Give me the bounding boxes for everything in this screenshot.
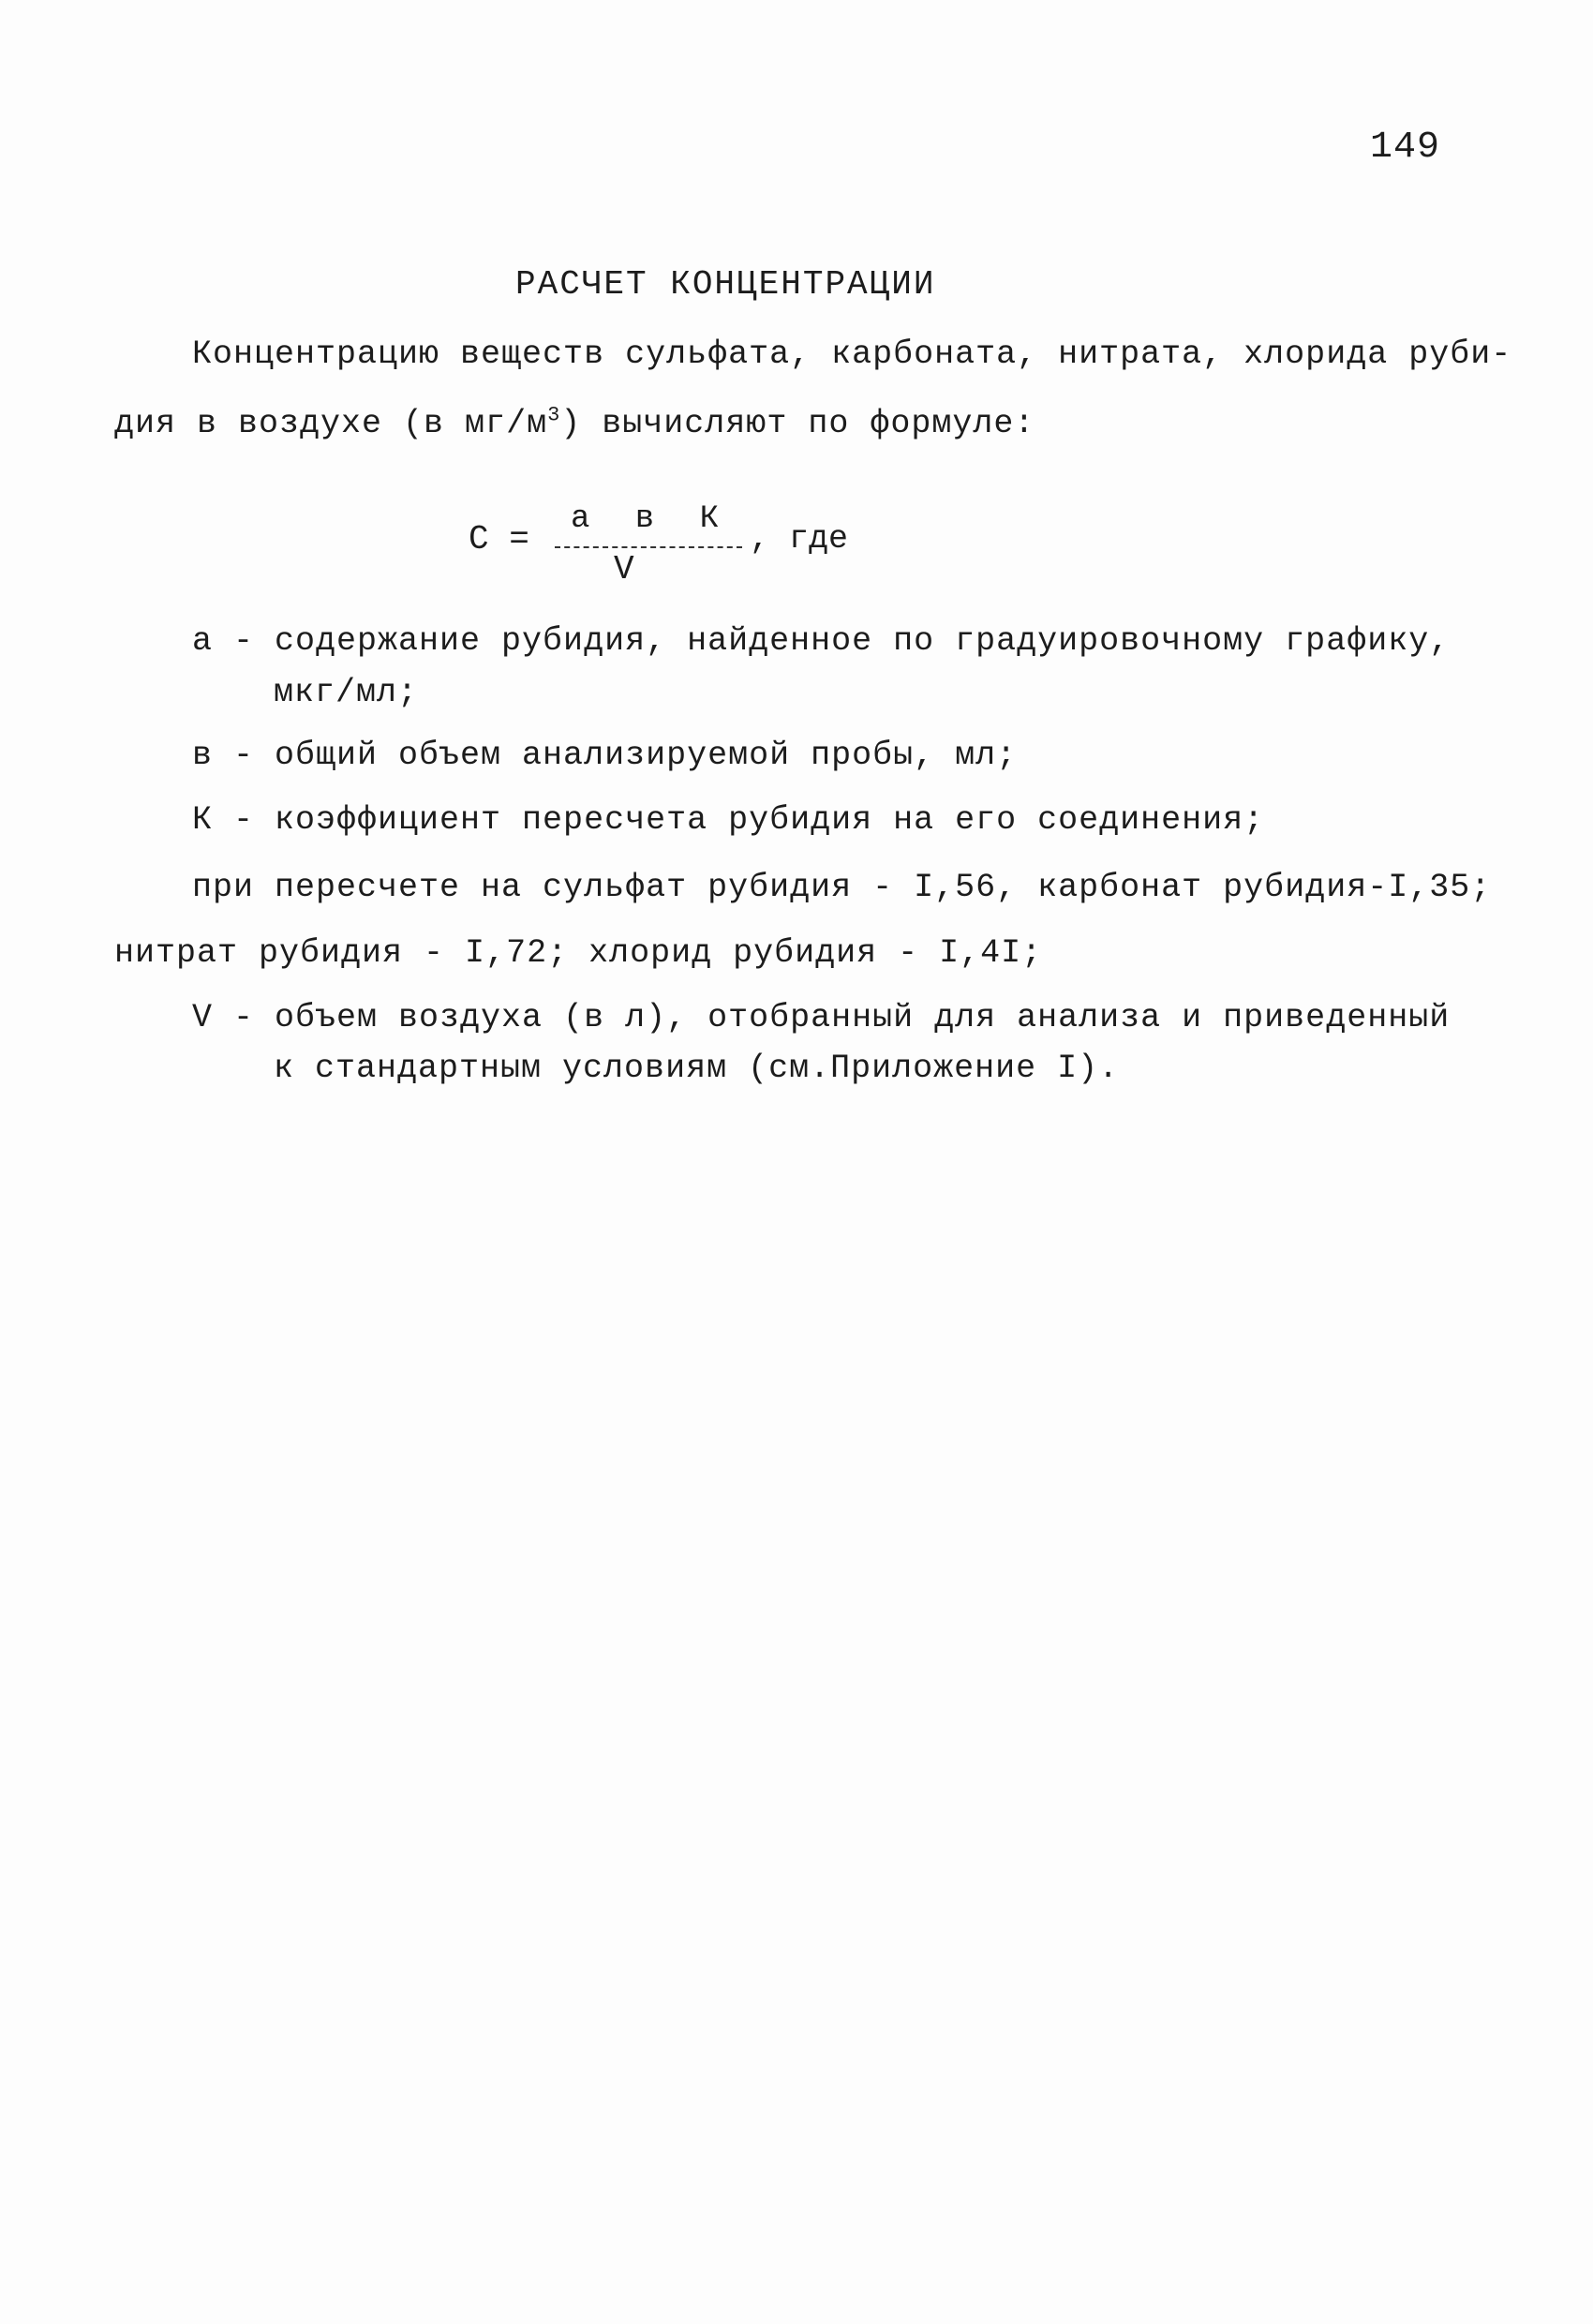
definition-k-line-3: нитрат рубидия - I,72; хлорид рубидия - I,4I;: [114, 934, 1043, 972]
intro-line-2: [114, 403, 1035, 444]
cubic-superscript: 3: [547, 403, 561, 427]
fraction-bar: [555, 546, 742, 548]
definition-a-line-2: мкг/мл;: [274, 674, 419, 711]
intro-line-2-end: ) вычисляют по формуле:: [560, 405, 1035, 442]
formula-denominator: V: [614, 550, 634, 588]
formula-tail: , где: [750, 520, 849, 558]
formula-numerator: а в К: [570, 501, 733, 537]
intro-line-1: Концентрацию веществ сульфата, карбоната, нитрата, хлорида руби-: [192, 335, 1512, 373]
section-title: РАСЧЕТ КОНЦЕНТРАЦИИ: [515, 265, 936, 304]
definition-k-line-2: при пересчете на сульфат рубидия - I,56, карбонат рубидия-I,35;: [192, 869, 1492, 906]
intro-line-2-start: дия в воздухе (в мг/м: [114, 405, 548, 442]
page-number: 149: [1370, 127, 1441, 169]
definition-v-line-2: к стандартным условиям (см.Приложение I).: [274, 1050, 1120, 1087]
formula-lhs: С =: [469, 520, 529, 559]
definition-a-line-1: а - содержание рубидия, найденное по градуировочному графику,: [192, 622, 1451, 660]
definition-k-line-1: К - коэффициент пересчета рубидия на его соединения;: [192, 801, 1265, 839]
definition-v-line-1: V - объем воздуха (в л), отобранный для анализа и приведенный: [192, 999, 1451, 1036]
definition-b: в - общий объем анализируемой пробы, мл;: [192, 737, 1018, 774]
concentration-formula: [469, 501, 881, 604]
